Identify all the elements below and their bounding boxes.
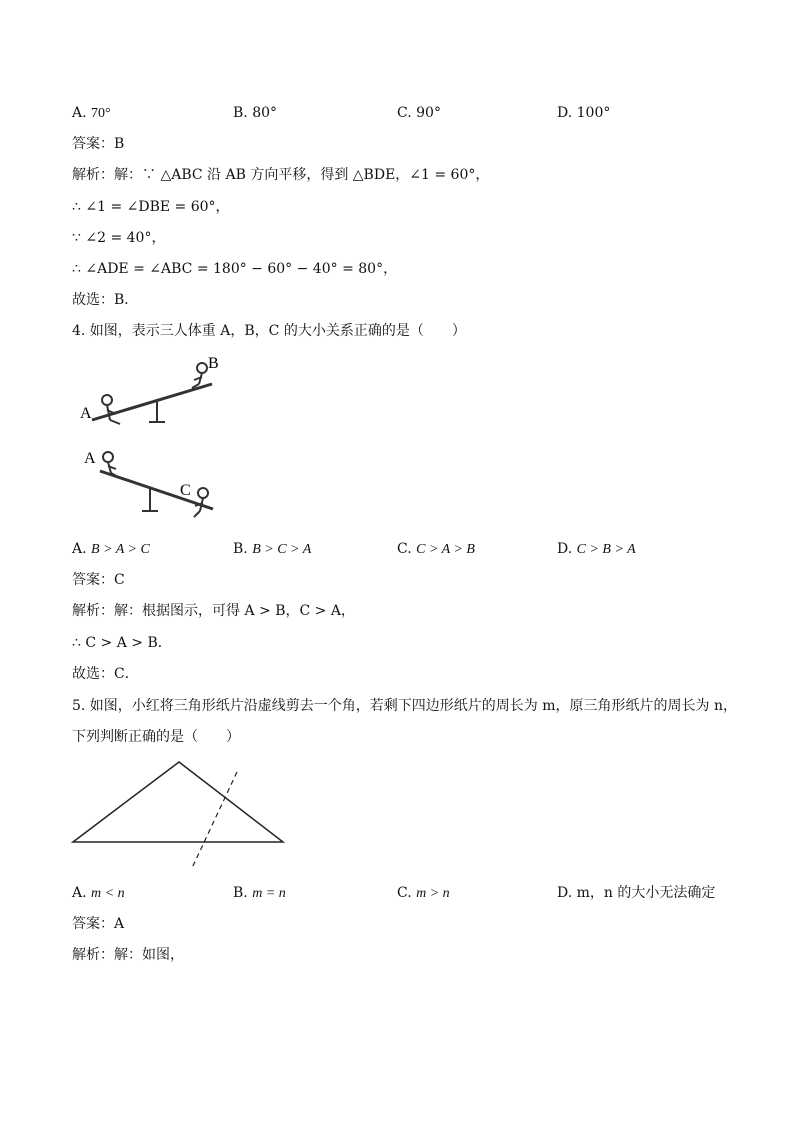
q4-analysis-line-2: ∴ C > A > B． [72, 635, 172, 651]
option-letter: A. [72, 541, 87, 557]
cut-dashed-line [192, 772, 237, 868]
option-letter: B. [233, 105, 248, 121]
seesaw-figure-top [72, 352, 232, 432]
q5-option-c [397, 883, 450, 904]
option-text: B > C > A [252, 542, 312, 557]
option-text: C > B > A [576, 542, 636, 557]
q3-option-c [397, 103, 441, 123]
option-letter: B. [233, 885, 248, 901]
triangle-figure [70, 758, 290, 870]
q4-option-d [557, 539, 636, 560]
q3-answer: 答案：B [72, 136, 125, 152]
q3-option-b [233, 103, 277, 123]
q5-option-d [557, 883, 715, 903]
q5-answer: 答案：A [72, 916, 125, 932]
option-letter: D. [557, 105, 573, 121]
option-letter: D. [557, 541, 573, 557]
label-a-top: A [80, 405, 92, 422]
q4-option-c [397, 539, 475, 560]
option-letter: C. [397, 105, 412, 121]
option-text: m，n 的大小无法确定 [576, 885, 716, 901]
option-text: 90° [416, 105, 441, 121]
q3-analysis-line-5: 故选：B． [72, 292, 139, 308]
option-letter: A. [72, 885, 87, 901]
q5-question-line-2: 下列判断正确的是（ ） [72, 729, 240, 745]
q5-option-a [72, 883, 125, 904]
person-b-icon [192, 363, 207, 388]
label-a-bottom: A [84, 450, 96, 467]
seesaw-figure-bottom [78, 443, 238, 528]
option-letter: B. [233, 541, 248, 557]
q5-question-line-1: 5. 如图，小红将三角形纸片沿虚线剪去一个角，若剩下四边形纸片的周长为 m，原三角形纸片的周长为 n， [72, 698, 737, 714]
option-text: m = n [252, 886, 286, 901]
option-text: m > n [416, 886, 450, 901]
option-text: C > A > B [416, 542, 475, 557]
q4-question: 4. 如图，表示三人体重 A，B，C 的大小关系正确的是（ ） [72, 323, 466, 339]
option-letter: C. [397, 541, 412, 557]
q3-analysis-line-2: ∴ ∠1 = ∠DBE = 60°， [72, 199, 230, 215]
option-letter: A. [72, 105, 87, 121]
option-text: 80° [252, 105, 278, 121]
option-letter: D. [557, 885, 573, 901]
option-letter: C. [397, 885, 412, 901]
q5-option-b [233, 883, 286, 904]
q4-analysis-line-3: 故选：C． [72, 666, 139, 682]
option-text: m < n [91, 886, 125, 901]
seesaw-top-board [92, 384, 212, 420]
label-c-bottom: C [180, 482, 191, 499]
option-text: 100° [576, 105, 611, 121]
q4-answer: 答案：C [72, 572, 125, 588]
q4-option-b [233, 539, 311, 560]
q3-option-d [557, 103, 610, 123]
option-text: B > A > C [91, 542, 150, 557]
option-text: 70° [91, 106, 111, 121]
person-a-icon [102, 395, 120, 424]
q3-analysis-line-4: ∴ ∠ADE = ∠ABC = 180° − 60° − 40° = 80°， [72, 261, 398, 277]
q3-option-a [72, 103, 111, 124]
q4-analysis-line-1: 解析：解：根据图示，可得 A > B，C > A， [72, 603, 355, 619]
q3-analysis-line-1: 解析：解：∵ △ABC 沿 AB 方向平移，得到 △BDE，∠1 = 60°， [72, 167, 490, 183]
q4-option-a [72, 539, 150, 560]
q3-analysis-line-3: ∵ ∠2 = 40°， [72, 230, 166, 246]
triangle-shape [73, 762, 283, 842]
q5-analysis-line-1: 解析：解：如图， [72, 947, 184, 963]
label-b-top: B [208, 355, 219, 372]
